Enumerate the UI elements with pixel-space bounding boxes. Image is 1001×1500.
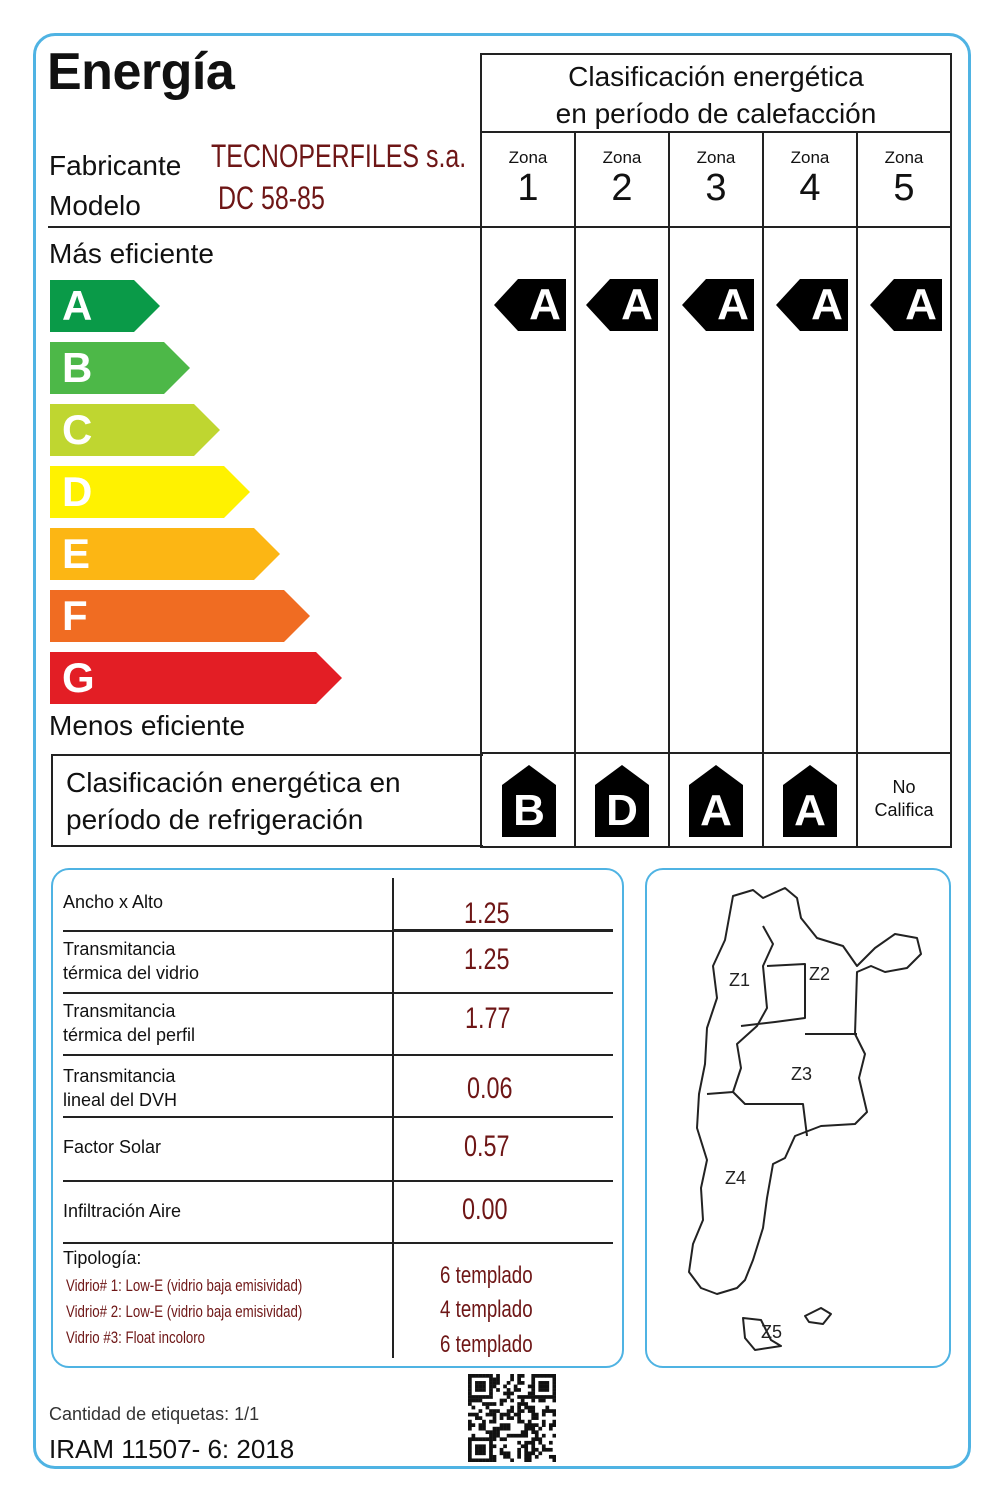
zone-divider-4 [733, 1092, 807, 1136]
heating-rating-zone-3: A [682, 279, 758, 331]
page-title: Energía [47, 43, 235, 101]
cooling-rating-zone-1: B [502, 765, 556, 837]
cooling-rating-zone-3: A [689, 765, 743, 837]
qr-code [468, 1374, 556, 1462]
zone-header-4: Zona 4 [790, 148, 830, 209]
country-outline [689, 888, 921, 1294]
heating-title: Clasificación energética en período de calefacción [555, 61, 877, 129]
spec-value-solar-factor: 0.57 [464, 1130, 510, 1163]
zone-divider-2 [741, 964, 805, 1026]
map-zone-3-label: Z3 [791, 1064, 813, 1084]
glass-2-label: Vidrio# 2: Low-E (vidrio baja emisividad) [66, 1302, 303, 1321]
spec-value-air-infiltration: 0.00 [462, 1193, 508, 1226]
zone-header-3: Zona 3 [696, 148, 736, 209]
map-zone-5-label: Z5 [761, 1322, 783, 1342]
heating-rating-zone-2: A [586, 279, 662, 331]
labels-count: Cantidad de etiquetas: 1/1 [49, 1404, 260, 1424]
scale-bar-a [50, 280, 160, 332]
glass-2-value: 4 templado [440, 1296, 533, 1323]
typology-label: Tipología: [63, 1248, 142, 1268]
spec-label-linear-transmittance: Transmitancia lineal del DVH [63, 1066, 178, 1110]
zone-header-1: Zona 1 [508, 148, 548, 209]
zone-divider-1 [707, 926, 773, 1094]
heating-rating-zone-1: A [494, 279, 570, 331]
scale-letter-a: A [62, 282, 93, 329]
heating-rating-zone-5: A [870, 279, 946, 331]
glass-3-value: 6 templado [440, 1331, 533, 1358]
scale-letter-e: E [62, 530, 91, 577]
zone-header-2: Zona 2 [602, 148, 642, 209]
map-zone-1-label: Z1 [729, 970, 751, 990]
scale-bar-c [50, 404, 220, 456]
manufacturer-value: TECNOPERFILES s.a. [211, 138, 467, 174]
spec-value-size: 1.25 [464, 897, 510, 930]
cooling-title: Clasificación energética en período de refrigeración [66, 767, 401, 835]
scale-bar-e [50, 528, 280, 580]
scale-letter-d: D [62, 468, 93, 515]
cooling-rating-zone-2: D [595, 765, 649, 837]
zone-header-5: Zona 5 [884, 148, 924, 209]
spec-value-glass-transmittance: 1.25 [464, 943, 510, 976]
iram-standard: IRAM 11507- 6: 2018 [49, 1434, 295, 1464]
map-zone-2-label: Z2 [809, 964, 831, 984]
scale-bar-d [50, 466, 250, 518]
spec-value-frame-transmittance: 1.77 [465, 1002, 511, 1035]
scale-letter-f: F [62, 592, 88, 639]
spec-label-solar-factor: Factor Solar [63, 1137, 162, 1157]
least-efficient-label: Menos eficiente [49, 710, 246, 741]
islands [805, 1308, 831, 1324]
cooling-rating-zone-4: A [783, 765, 837, 837]
glass-3-label: Vidrio #3: Float incoloro [66, 1328, 206, 1347]
model-label: Modelo [49, 190, 141, 221]
spec-label-frame-transmittance: Transmitancia térmica del perfil [63, 1001, 196, 1045]
glass-1-value: 6 templado [440, 1262, 533, 1289]
scale-letter-c: C [62, 406, 93, 453]
model-value: DC 58-85 [218, 180, 325, 216]
scale-bar-f [50, 590, 310, 642]
map-zone-4-label: Z4 [725, 1168, 747, 1188]
spec-label-size: Ancho x Alto [63, 892, 164, 912]
argentina-zone-map [645, 868, 951, 1368]
glass-1-label: Vidrio# 1: Low-E (vidrio baja emisividad) [66, 1276, 303, 1295]
zone5-cooling-status: No Califica [874, 777, 934, 820]
scale-bar-b [50, 342, 190, 394]
scale-bar-g [50, 652, 342, 704]
spec-value-linear-transmittance: 0.06 [467, 1072, 513, 1105]
manufacturer-label: Fabricante [49, 150, 182, 181]
spec-label-glass-transmittance: Transmitancia térmica del vidrio [63, 939, 200, 983]
scale-letter-g: G [62, 654, 95, 701]
scale-letter-b: B [62, 344, 93, 391]
spec-label-air-infiltration: Infiltración Aire [63, 1201, 182, 1221]
heating-rating-zone-4: A [776, 279, 852, 331]
most-efficient-label: Más eficiente [49, 238, 214, 269]
